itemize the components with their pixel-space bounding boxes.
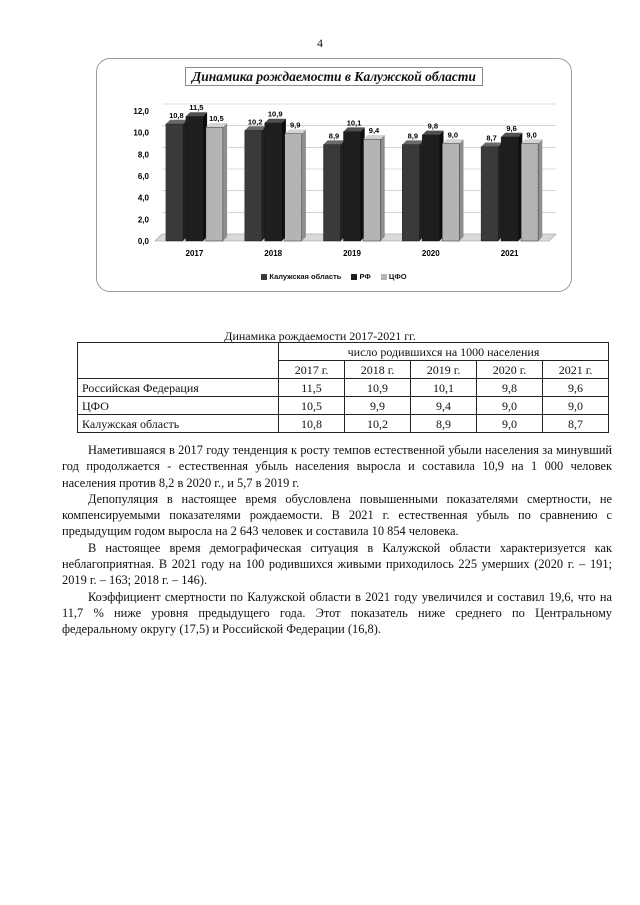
table-cell: 9,0 [477, 397, 543, 415]
paragraph: Наметившаяся в 2017 году тенденция к росту темпов естественной убыли населения за минувший год продолжается - естественная убыль населения выросла и составила 10,9 на 1 000 человек населения против 8,2 в 2020 г., и 5,7 в 2019 г. [62, 443, 612, 490]
data-label: 8,9 [407, 131, 419, 141]
bar-2021-Калужская область [481, 147, 498, 241]
table-group-header: число родившихся на 1000 населения [279, 343, 609, 361]
bar-side-2017-2 [223, 123, 227, 241]
bar-2017-РФ [186, 116, 203, 241]
y-tick-label: 0,0 [137, 237, 149, 246]
bar-2019-ЦФО [364, 139, 381, 241]
data-label: 10,9 [267, 109, 283, 119]
bar-2017-Калужская область [166, 124, 183, 241]
bar-2019-Калужская область [324, 145, 341, 241]
table-cell: 10,9 [345, 379, 411, 397]
data-label: 9,9 [289, 120, 301, 130]
bar-2018-ЦФО [285, 134, 302, 241]
data-label: 10,1 [346, 118, 362, 128]
legend-item-kaluga: Калужская область [261, 272, 341, 281]
paragraph: Коэффициент смертности по Калужской области в 2021 году увеличился и составил 19,6, что на 11,7 % ниже уровня предыдущего года. Этот показатель ниже среднего по Центральному федеральному округу (17,5) и Российской Федерации (16,8). [62, 589, 612, 637]
paragraph: Депопуляция в настоящее время обусловлена повышенными показателями смертности, не компенсируемыми показателями рождаемости. В 2021 г. естественная убыль по сравнению с предыдущим годом выросла на 2 643 человек и составила 10 854 человека. [62, 491, 612, 539]
bar-2018-Калужская область [245, 131, 262, 242]
bar-2020-РФ [422, 135, 439, 241]
table-corner-cell [78, 343, 279, 379]
x-tick-label: 2017 [185, 249, 204, 258]
data-label: 9,6 [506, 123, 517, 133]
data-label: 10,2 [247, 117, 263, 127]
table-year-header: 2017 г. [279, 361, 345, 379]
chart-title: Динамика рождаемости в Калужской области [97, 69, 571, 85]
bar-2021-РФ [501, 137, 518, 241]
table-caption: Динамика рождаемости 2017-2021 гг. [224, 329, 416, 343]
table-cell: 10,5 [279, 397, 345, 415]
chart-legend [97, 272, 571, 281]
table-cell: 9,0 [543, 397, 609, 415]
bar-chart [97, 59, 571, 291]
page-number: 4 [317, 36, 323, 50]
legend-swatch [381, 274, 387, 280]
table-cell: 10,1 [411, 379, 477, 397]
table-row [78, 397, 609, 415]
data-label: 10,8 [169, 110, 184, 120]
bar-2020-Калужская область [402, 145, 419, 241]
y-tick-label: 4,0 [137, 193, 149, 203]
bar-side-2020-2 [459, 139, 463, 241]
x-tick-label: 2021 [500, 249, 519, 258]
data-label: 8,9 [328, 131, 340, 141]
bar-side-2021-2 [538, 139, 542, 241]
table-cell: 9,8 [477, 379, 543, 397]
legend-swatch [351, 274, 357, 280]
table-year-header: 2021 г. [543, 361, 609, 379]
table-row-label: Российская Федерация [78, 379, 279, 397]
legend-item-rf: РФ [351, 272, 370, 281]
table-cell: 9,9 [345, 397, 411, 415]
table-row-label: ЦФО [78, 397, 279, 415]
data-label: 11,5 [189, 103, 204, 113]
data-label: 9,8 [427, 121, 439, 131]
x-tick-label: 2019 [343, 249, 361, 258]
paragraph: В настоящее время демографическая ситуация в Калужской области характеризуется как неблагоприятная. В 2021 году на 100 родившихся живыми приходилось 225 умерших (2020 г. – 191; 2019 г. – 163; 2018 г. – 146). [62, 540, 612, 588]
y-tick-label: 2,0 [137, 215, 149, 225]
table-cell: 8,7 [543, 415, 609, 433]
table-year-header: 2018 г. [345, 361, 411, 379]
table-row-label: Калужская область [78, 415, 279, 433]
data-label: 8,7 [486, 133, 497, 143]
y-tick-label: 6,0 [137, 172, 149, 181]
table-row [78, 379, 609, 397]
table-cell: 10,2 [345, 415, 411, 433]
body-text [62, 442, 612, 638]
table-header-row [78, 343, 609, 361]
bar-2019-РФ [344, 132, 361, 241]
legend-swatch [261, 274, 267, 280]
legend-item-cfo: ЦФО [381, 272, 407, 281]
x-tick-label: 2020 [421, 249, 440, 258]
y-tick-label: 8,0 [137, 150, 149, 160]
y-tick-label: 12,0 [133, 107, 149, 116]
table-year-header: 2019 г. [411, 361, 477, 379]
y-tick-label: 10,0 [133, 128, 149, 138]
bar-2020-ЦФО [442, 144, 459, 242]
bar-side-2018-2 [302, 130, 306, 241]
table-cell: 9,0 [477, 415, 543, 433]
table-cell: 9,4 [411, 397, 477, 415]
x-tick-label: 2018 [264, 249, 283, 258]
bar-2018-РФ [265, 123, 282, 241]
table-cell: 8,9 [411, 415, 477, 433]
table-cell: 10,8 [279, 415, 345, 433]
chart-panel [96, 58, 572, 292]
data-label: 10,5 [209, 114, 224, 124]
birth-rate-table [77, 342, 609, 433]
table-row [78, 415, 609, 433]
table-year-header: 2020 г. [477, 361, 543, 379]
table-cell: 9,6 [543, 379, 609, 397]
table-cell: 11,5 [279, 379, 345, 397]
bar-side-2019-2 [381, 135, 385, 241]
bar-2017-ЦФО [206, 127, 223, 241]
data-label: 9,4 [368, 125, 380, 135]
data-label: 9,0 [447, 130, 459, 140]
bar-2021-ЦФО [521, 144, 538, 242]
data-label: 9,0 [526, 130, 537, 140]
